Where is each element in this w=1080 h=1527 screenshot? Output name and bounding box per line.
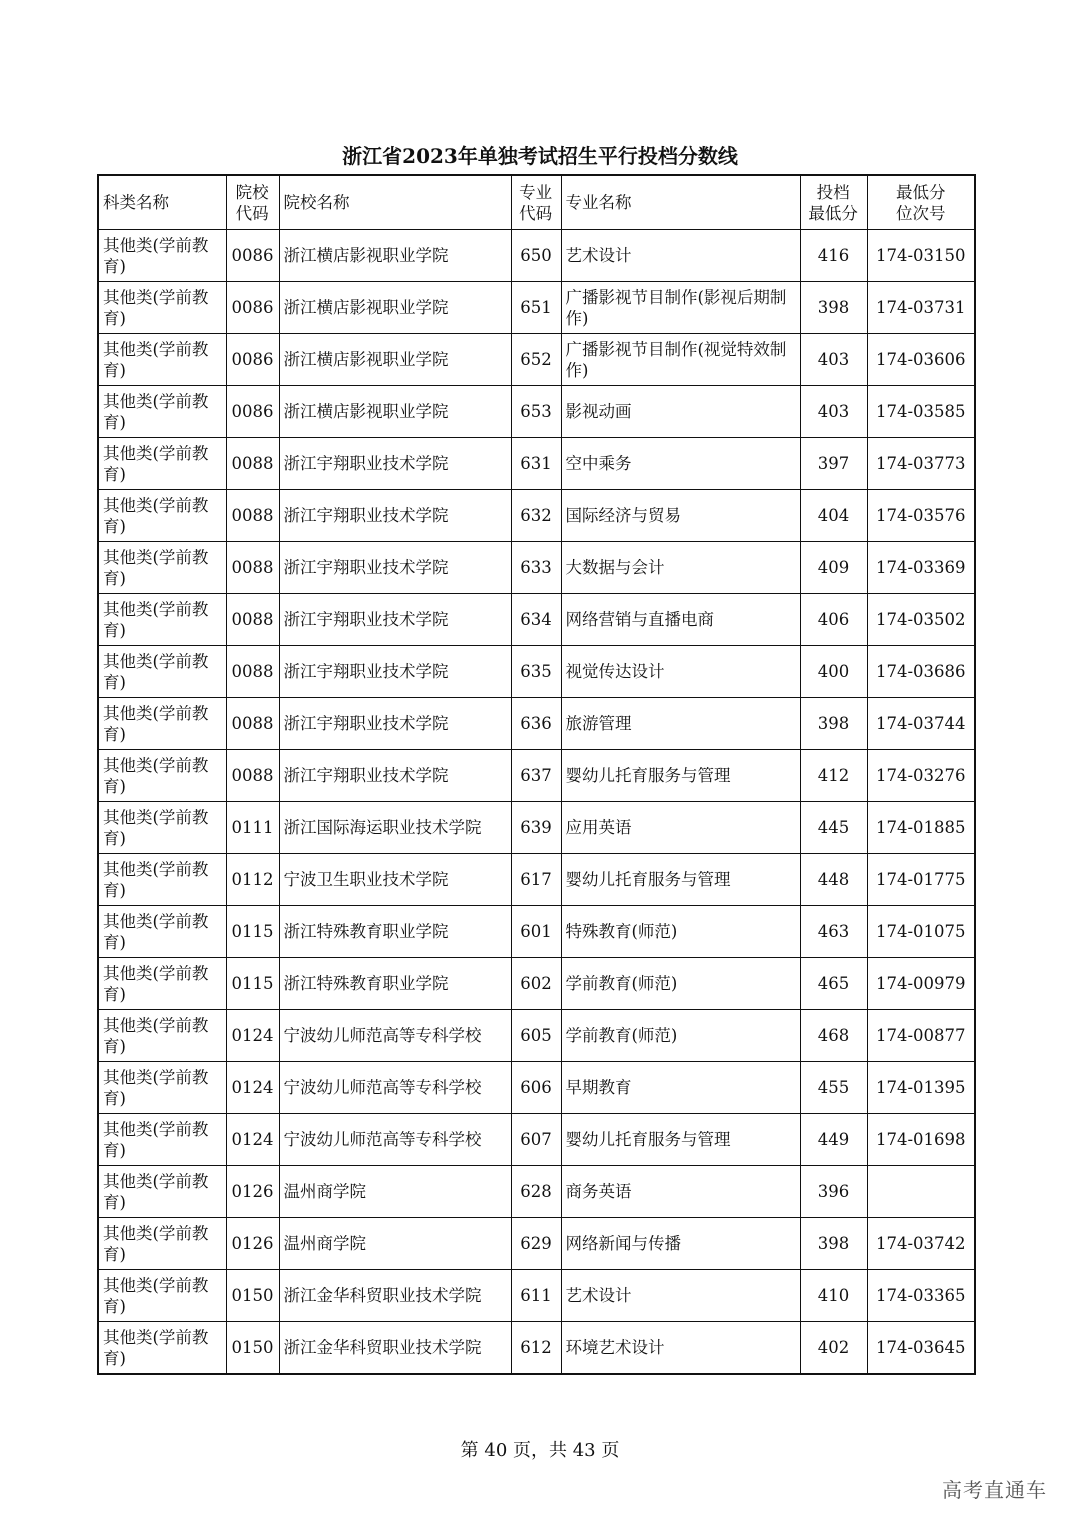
table-row [98, 802, 975, 854]
cell-major-name: 学前教育(师范) [561, 1010, 800, 1062]
header-text: 专业名称 [565, 193, 632, 212]
cell-category: 其他类(学前教育) [98, 490, 226, 542]
cell-category: 其他类(学前教育) [98, 438, 226, 490]
cell-school-code: 0150 [226, 1270, 279, 1322]
table-row [98, 1062, 975, 1114]
cell-min-rank: 174-03369 [867, 542, 975, 594]
cell-min-rank: 174-03744 [867, 698, 975, 750]
cell-school-code: 0088 [226, 594, 279, 646]
cell-school-code: 0088 [226, 542, 279, 594]
cell-major-code: 651 [511, 282, 561, 334]
cell-school-code: 0088 [226, 490, 279, 542]
table-row [98, 854, 975, 906]
cell-school-name: 浙江宇翔职业技术学院 [279, 698, 511, 750]
cell-school-name: 浙江宇翔职业技术学院 [279, 490, 511, 542]
cell-min-score: 403 [800, 334, 867, 386]
cell-major-name: 学前教育(师范) [561, 958, 800, 1010]
cell-min-score: 398 [800, 1218, 867, 1270]
cell-category: 其他类(学前教育) [98, 698, 226, 750]
cell-min-score: 406 [800, 594, 867, 646]
cell-major-code: 635 [511, 646, 561, 698]
cell-category: 其他类(学前教育) [98, 282, 226, 334]
cell-major-code: 612 [511, 1322, 561, 1375]
cell-min-rank: 174-03686 [867, 646, 975, 698]
cell-min-score: 402 [800, 1322, 867, 1375]
cell-min-score: 449 [800, 1114, 867, 1166]
header-min-rank [867, 175, 975, 230]
cell-category: 其他类(学前教育) [98, 1114, 226, 1166]
cell-school-code: 0150 [226, 1322, 279, 1375]
cell-min-rank: 174-03150 [867, 230, 975, 282]
cell-category: 其他类(学前教育) [98, 854, 226, 906]
cell-major-name: 婴幼儿托育服务与管理 [561, 1114, 800, 1166]
table-row [98, 646, 975, 698]
cell-school-name: 温州商学院 [279, 1166, 511, 1218]
cell-school-code: 0115 [226, 958, 279, 1010]
header-major-name [561, 175, 800, 230]
table-row [98, 542, 975, 594]
cell-category: 其他类(学前教育) [98, 542, 226, 594]
cell-major-code: 634 [511, 594, 561, 646]
cell-school-name: 浙江横店影视职业学院 [279, 386, 511, 438]
cell-school-code: 0088 [226, 646, 279, 698]
cell-min-rank: 174-03731 [867, 282, 975, 334]
cell-min-score: 397 [800, 438, 867, 490]
score-table [97, 174, 976, 1375]
cell-school-name: 浙江宇翔职业技术学院 [279, 542, 511, 594]
cell-category: 其他类(学前教育) [98, 1218, 226, 1270]
cell-major-code: 602 [511, 958, 561, 1010]
header-text: 位次号 [896, 203, 946, 223]
cell-school-name: 宁波幼儿师范高等专科学校 [279, 1062, 511, 1114]
cell-major-name: 婴幼儿托育服务与管理 [561, 750, 800, 802]
cell-min-rank: 174-03276 [867, 750, 975, 802]
cell-major-code: 637 [511, 750, 561, 802]
cell-school-name: 浙江特殊教育职业学院 [279, 958, 511, 1010]
cell-school-name: 浙江宇翔职业技术学院 [279, 646, 511, 698]
cell-category: 其他类(学前教育) [98, 802, 226, 854]
cell-major-name: 视觉传达设计 [561, 646, 800, 698]
document-title: 浙江省2023年单独考试招生平行投档分数线 [342, 144, 738, 168]
cell-school-code: 0115 [226, 906, 279, 958]
cell-min-score: 404 [800, 490, 867, 542]
cell-min-score: 403 [800, 386, 867, 438]
cell-major-code: 633 [511, 542, 561, 594]
cell-school-name: 浙江宇翔职业技术学院 [279, 438, 511, 490]
cell-min-score: 465 [800, 958, 867, 1010]
watermark: 高考直通车 [942, 1478, 1047, 1502]
cell-min-score: 463 [800, 906, 867, 958]
cell-school-name: 温州商学院 [279, 1218, 511, 1270]
cell-school-code: 0124 [226, 1114, 279, 1166]
cell-category: 其他类(学前教育) [98, 386, 226, 438]
cell-school-code: 0124 [226, 1062, 279, 1114]
cell-min-score: 400 [800, 646, 867, 698]
cell-major-name: 网络营销与直播电商 [561, 594, 800, 646]
cell-major-code: 636 [511, 698, 561, 750]
table-row [98, 906, 975, 958]
cell-min-rank: 174-03773 [867, 438, 975, 490]
cell-major-code: 601 [511, 906, 561, 958]
cell-school-name: 宁波幼儿师范高等专科学校 [279, 1010, 511, 1062]
cell-category: 其他类(学前教育) [98, 646, 226, 698]
cell-major-code: 628 [511, 1166, 561, 1218]
cell-major-name: 广播影视节目制作(影视后期制作) [561, 282, 800, 334]
cell-major-name: 婴幼儿托育服务与管理 [561, 854, 800, 906]
cell-school-code: 0088 [226, 698, 279, 750]
table-row [98, 1218, 975, 1270]
cell-min-rank: 174-01698 [867, 1114, 975, 1166]
cell-school-code: 0126 [226, 1166, 279, 1218]
cell-min-score: 448 [800, 854, 867, 906]
table-row [98, 750, 975, 802]
cell-major-code: 653 [511, 386, 561, 438]
cell-major-name: 广播影视节目制作(视觉特效制作) [561, 334, 800, 386]
cell-school-name: 浙江宇翔职业技术学院 [279, 750, 511, 802]
table-row [98, 230, 975, 282]
cell-major-name: 网络新闻与传播 [561, 1218, 800, 1270]
cell-major-name: 早期教育 [561, 1062, 800, 1114]
cell-min-rank: 174-03645 [867, 1322, 975, 1375]
cell-school-code: 0086 [226, 230, 279, 282]
cell-major-name: 艺术设计 [561, 1270, 800, 1322]
table-row [98, 1322, 975, 1375]
cell-major-name: 旅游管理 [561, 698, 800, 750]
table-row [98, 334, 975, 386]
cell-min-rank: 174-03742 [867, 1218, 975, 1270]
header-school-name [279, 175, 511, 230]
cell-min-score: 409 [800, 542, 867, 594]
cell-min-rank: 174-03606 [867, 334, 975, 386]
cell-school-name: 浙江金华科贸职业技术学院 [279, 1270, 511, 1322]
cell-min-score: 468 [800, 1010, 867, 1062]
table-row [98, 438, 975, 490]
cell-category: 其他类(学前教育) [98, 1166, 226, 1218]
cell-category: 其他类(学前教育) [98, 1322, 226, 1375]
cell-min-rank: 174-03576 [867, 490, 975, 542]
cell-major-code: 617 [511, 854, 561, 906]
cell-min-score: 412 [800, 750, 867, 802]
cell-min-rank: 174-01395 [867, 1062, 975, 1114]
cell-category: 其他类(学前教育) [98, 1270, 226, 1322]
cell-major-code: 611 [511, 1270, 561, 1322]
cell-category: 其他类(学前教育) [98, 1062, 226, 1114]
cell-major-code: 607 [511, 1114, 561, 1166]
header-text: 专业代码 [519, 182, 553, 223]
cell-min-rank: 174-01775 [867, 854, 975, 906]
cell-min-rank: 174-01075 [867, 906, 975, 958]
cell-school-name: 浙江横店影视职业学院 [279, 282, 511, 334]
cell-min-rank: 174-01885 [867, 802, 975, 854]
cell-category: 其他类(学前教育) [98, 906, 226, 958]
table-row [98, 490, 975, 542]
cell-major-name: 应用英语 [561, 802, 800, 854]
cell-school-code: 0086 [226, 386, 279, 438]
cell-school-name: 浙江横店影视职业学院 [279, 230, 511, 282]
page-number: 第 40 页，共 43 页 [460, 1440, 620, 1461]
cell-major-name: 空中乘务 [561, 438, 800, 490]
cell-min-score: 398 [800, 698, 867, 750]
header-min-score [800, 175, 867, 230]
cell-school-code: 0086 [226, 282, 279, 334]
cell-min-score: 445 [800, 802, 867, 854]
cell-major-name: 国际经济与贸易 [561, 490, 800, 542]
cell-school-name: 宁波幼儿师范高等专科学校 [279, 1114, 511, 1166]
table-row [98, 1114, 975, 1166]
header-text: 院校名称 [283, 193, 350, 212]
table-row [98, 1010, 975, 1062]
cell-min-rank: 174-03585 [867, 386, 975, 438]
cell-min-score: 410 [800, 1270, 867, 1322]
cell-major-code: 606 [511, 1062, 561, 1114]
cell-min-score: 455 [800, 1062, 867, 1114]
cell-major-code: 629 [511, 1218, 561, 1270]
cell-major-name: 特殊教育(师范) [561, 906, 800, 958]
cell-school-name: 浙江国际海运职业技术学院 [279, 802, 511, 854]
cell-category: 其他类(学前教育) [98, 334, 226, 386]
cell-school-code: 0086 [226, 334, 279, 386]
cell-major-name: 环境艺术设计 [561, 1322, 800, 1375]
header-category [98, 175, 226, 230]
cell-category: 其他类(学前教育) [98, 1010, 226, 1062]
cell-school-code: 0124 [226, 1010, 279, 1062]
cell-min-score: 398 [800, 282, 867, 334]
cell-min-score: 396 [800, 1166, 867, 1218]
cell-school-code: 0088 [226, 438, 279, 490]
cell-major-code: 605 [511, 1010, 561, 1062]
table-header-row [98, 175, 975, 230]
cell-min-rank: 174-03365 [867, 1270, 975, 1322]
cell-major-name: 商务英语 [561, 1166, 800, 1218]
cell-category: 其他类(学前教育) [98, 594, 226, 646]
cell-min-score: 416 [800, 230, 867, 282]
cell-category: 其他类(学前教育) [98, 958, 226, 1010]
cell-major-code: 652 [511, 334, 561, 386]
header-text: 投档最低分 [808, 182, 858, 223]
cell-school-code: 0112 [226, 854, 279, 906]
cell-category: 其他类(学前教育) [98, 750, 226, 802]
cell-category: 其他类(学前教育) [98, 230, 226, 282]
cell-school-name: 浙江特殊教育职业学院 [279, 906, 511, 958]
header-major-code [511, 175, 561, 230]
cell-school-code: 0088 [226, 750, 279, 802]
table-row [98, 698, 975, 750]
cell-major-code: 650 [511, 230, 561, 282]
table-row [98, 1270, 975, 1322]
header-text: 最低分 [896, 182, 946, 202]
table-row [98, 1166, 975, 1218]
cell-school-name: 浙江宇翔职业技术学院 [279, 594, 511, 646]
cell-major-code: 632 [511, 490, 561, 542]
cell-major-name: 影视动画 [561, 386, 800, 438]
header-school-code [226, 175, 279, 230]
header-text: 院校代码 [235, 182, 269, 223]
header-text: 科类名称 [103, 193, 169, 212]
table-row [98, 282, 975, 334]
cell-major-code: 639 [511, 802, 561, 854]
cell-school-name: 宁波卫生职业技术学院 [279, 854, 511, 906]
cell-major-name: 艺术设计 [561, 230, 800, 282]
cell-min-rank: 174-00877 [867, 1010, 975, 1062]
cell-major-name: 大数据与会计 [561, 542, 800, 594]
table-row [98, 386, 975, 438]
cell-school-name: 浙江横店影视职业学院 [279, 334, 511, 386]
cell-school-name: 浙江金华科贸职业技术学院 [279, 1322, 511, 1375]
cell-min-rank [867, 1166, 975, 1218]
cell-major-code: 631 [511, 438, 561, 490]
cell-min-rank: 174-03502 [867, 594, 975, 646]
cell-school-code: 0111 [226, 802, 279, 854]
cell-min-rank: 174-00979 [867, 958, 975, 1010]
table-row [98, 958, 975, 1010]
table-row [98, 594, 975, 646]
cell-school-code: 0126 [226, 1218, 279, 1270]
